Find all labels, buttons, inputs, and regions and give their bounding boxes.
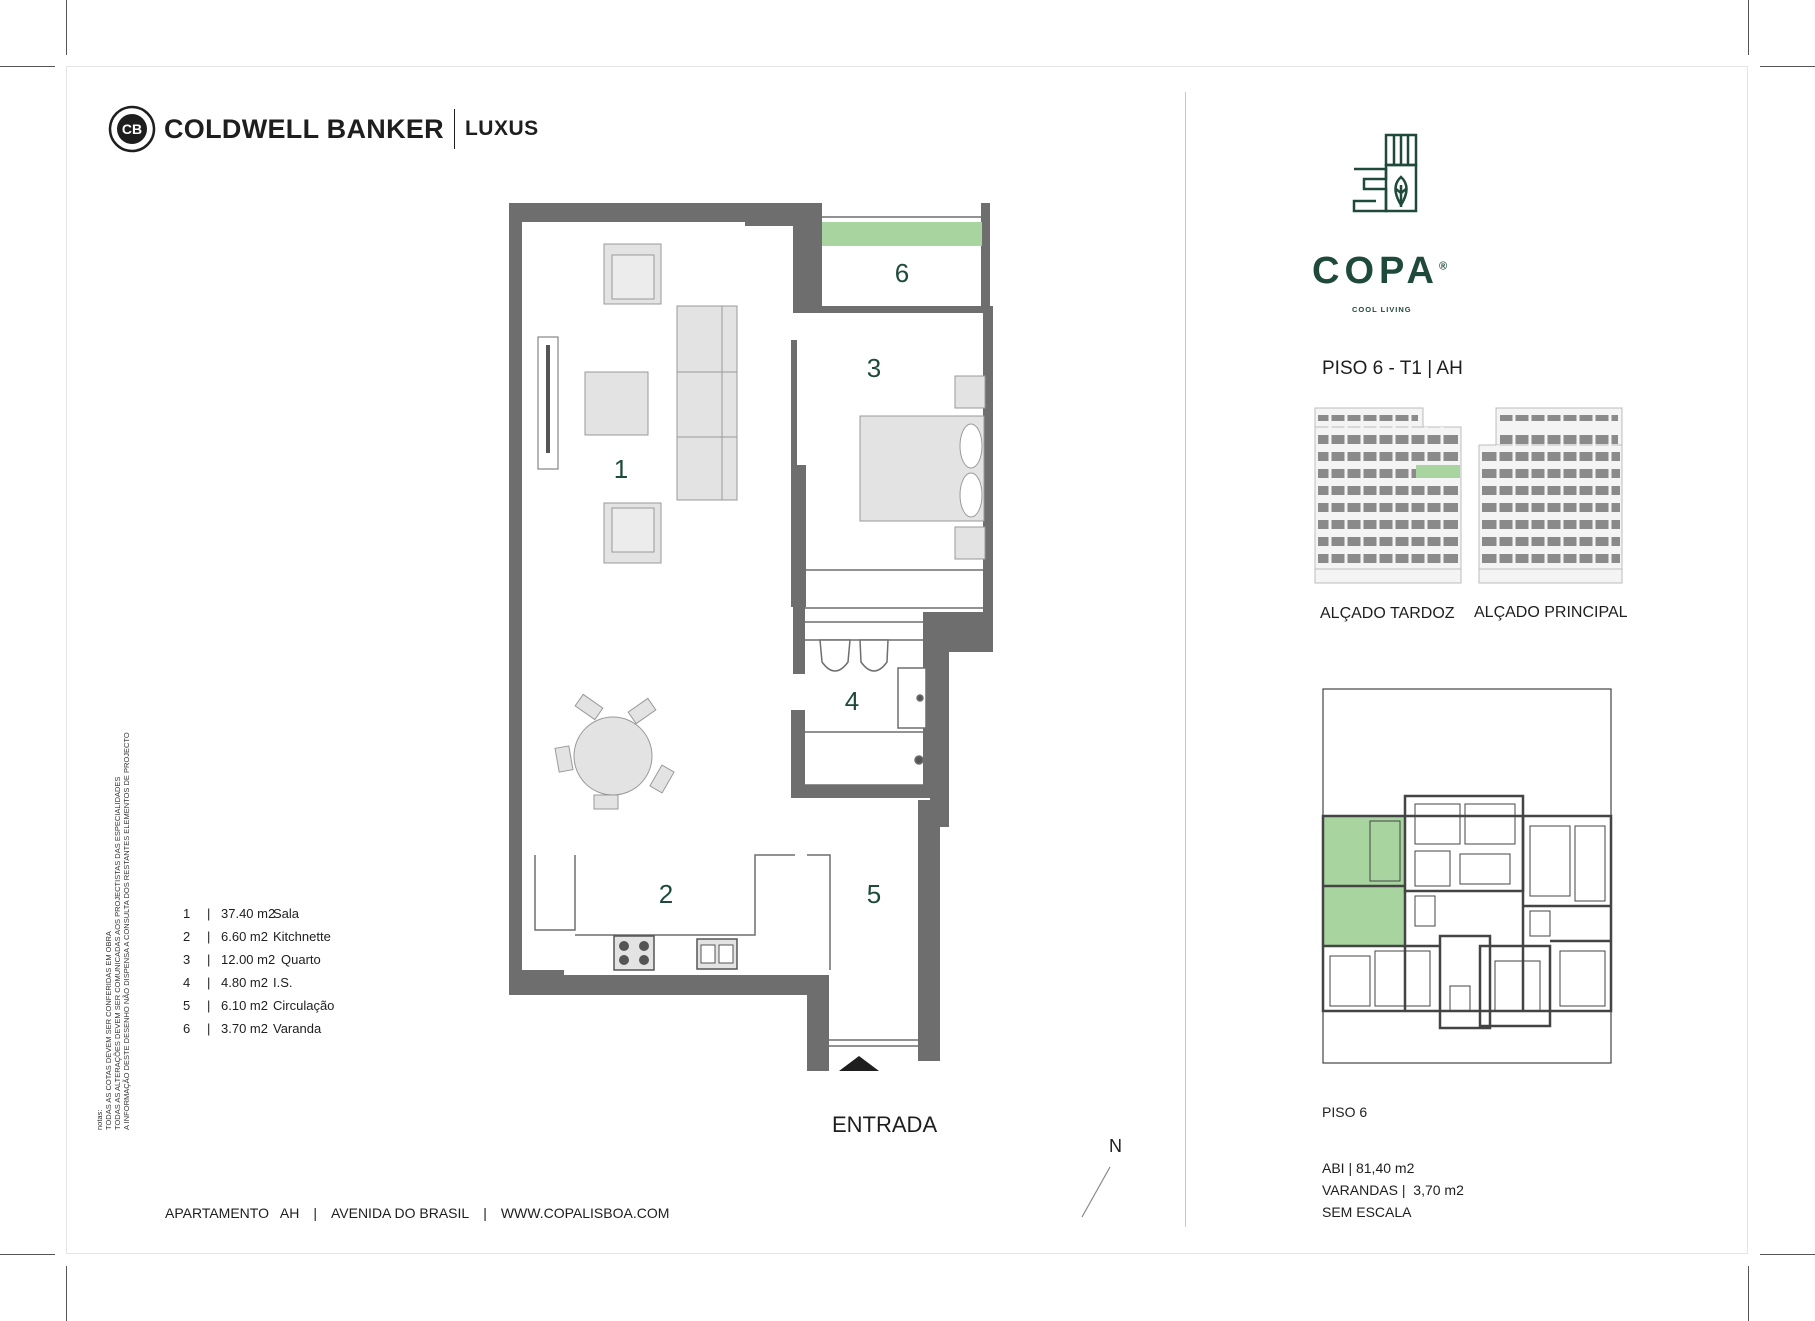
crop-mark bbox=[66, 0, 67, 55]
legend-row: 2 | 6.60 m2 Kitchnette bbox=[183, 929, 331, 944]
room-number: 5 bbox=[866, 879, 882, 909]
footer bbox=[165, 1205, 683, 1221]
crop-mark bbox=[66, 1266, 67, 1321]
bed bbox=[860, 376, 985, 559]
copa-reg: ® bbox=[1438, 260, 1448, 273]
entrance-label: ENTRADA bbox=[832, 1112, 938, 1137]
living-furniture bbox=[538, 244, 737, 563]
copa-wordmark bbox=[1312, 250, 1447, 293]
copa-tagline: COOL LIVING bbox=[1352, 305, 1412, 314]
cb-seal-letters: CB bbox=[121, 121, 143, 137]
rear-elevation bbox=[1312, 405, 1462, 590]
footer-website: WWW.COPALISBOA.COM bbox=[500, 1205, 670, 1221]
info-varandas: VARANDAS | 3,70 m2 bbox=[1322, 1182, 1464, 1198]
notes-title: notas: bbox=[95, 1109, 104, 1130]
info-scale: SEM ESCALA bbox=[1322, 1204, 1412, 1220]
drawing-notes bbox=[95, 730, 131, 1130]
main-elevation-label: ALÇADO PRINCIPAL bbox=[1474, 604, 1628, 621]
toilet bbox=[860, 640, 888, 671]
tv bbox=[546, 345, 550, 453]
notes-line: TODAS AS COTAS DEVEM SER CONFERIDAS EM OBRA bbox=[104, 931, 113, 1130]
bathroom-fixtures bbox=[820, 640, 926, 764]
legend-row: 5 | 6.10 m2 Circulação bbox=[183, 998, 335, 1013]
coffee-table bbox=[585, 372, 648, 435]
kitchen-fixtures bbox=[614, 936, 737, 970]
legend-row: 4 | 4.80 m2 I.S. bbox=[183, 975, 293, 990]
room-number: 6 bbox=[894, 258, 910, 288]
key-plan-floor-label: PISO 6 bbox=[1322, 1104, 1368, 1120]
unit-highlight bbox=[1416, 465, 1460, 478]
notes-line: TODAS AS ALTERAÇÕES DEVEM SER COMUNICADAS AOS PROJECTISTAS DAS ESPECIALIDADES bbox=[113, 776, 122, 1130]
footer-address: AVENIDA DO BRASIL bbox=[330, 1205, 470, 1221]
crop-mark bbox=[0, 1254, 55, 1255]
brand-name: COLDWELL BANKER bbox=[164, 113, 444, 144]
room-numbers bbox=[614, 258, 909, 909]
floor-key-plan bbox=[1320, 686, 1615, 1086]
legend-row: 3 | 12.00 m2 Quarto bbox=[183, 952, 321, 967]
north-label: N bbox=[1109, 1136, 1122, 1156]
sofa bbox=[677, 306, 737, 500]
cooktop bbox=[614, 936, 654, 970]
armchair-seat bbox=[612, 255, 654, 299]
legend-row: 1 | 37.40 m2Sala bbox=[183, 906, 300, 921]
footer-sep: | bbox=[313, 1205, 317, 1221]
room-number: 4 bbox=[844, 686, 860, 716]
footer-sep: | bbox=[483, 1205, 487, 1221]
armchair-seat bbox=[612, 508, 654, 552]
crop-mark bbox=[1748, 0, 1749, 55]
crop-mark bbox=[1748, 1266, 1749, 1321]
room-number: 1 bbox=[613, 454, 629, 484]
coldwell-banker-logo bbox=[108, 105, 539, 153]
brand-divider bbox=[454, 109, 455, 149]
main-elevation bbox=[1476, 405, 1626, 590]
notes-line: A INFORMAÇÃO DESTE DESENHO NÃO DISPENSA A CONSULTA DOS RESTANTES ELEMENTOS DE PROJECTO bbox=[122, 732, 131, 1130]
legend-row: 6 | 3.70 m2 Varanda bbox=[183, 1021, 322, 1036]
footer-apartment: APARTAMENTO AH bbox=[165, 1205, 300, 1221]
shower-drain bbox=[915, 756, 923, 764]
entrance-arrow-icon bbox=[839, 1056, 879, 1071]
north-arrow-icon bbox=[1078, 1165, 1114, 1221]
copa-logo-icon bbox=[1350, 133, 1442, 215]
floor-plan bbox=[500, 195, 1030, 1135]
sheet-title: PISO 6 - T1 | AH bbox=[1322, 358, 1463, 379]
info-abi: ABI | 81,40 m2 bbox=[1322, 1160, 1415, 1176]
panel-divider bbox=[1185, 92, 1186, 1227]
dining-table bbox=[555, 694, 674, 809]
crop-mark bbox=[1760, 66, 1815, 67]
rear-elevation-label: ALÇADO TARDOZ bbox=[1320, 605, 1455, 622]
brand-sub: LUXUS bbox=[464, 117, 539, 140]
balcony-highlight bbox=[822, 222, 982, 246]
room-number: 3 bbox=[866, 353, 882, 383]
room-number: 2 bbox=[658, 879, 674, 909]
crop-mark bbox=[1760, 1254, 1815, 1255]
copa-name: COPA bbox=[1312, 250, 1439, 292]
bidet bbox=[820, 640, 850, 671]
cb-seal-icon bbox=[108, 105, 156, 153]
plan-walls bbox=[509, 203, 993, 1071]
crop-mark bbox=[0, 66, 55, 67]
